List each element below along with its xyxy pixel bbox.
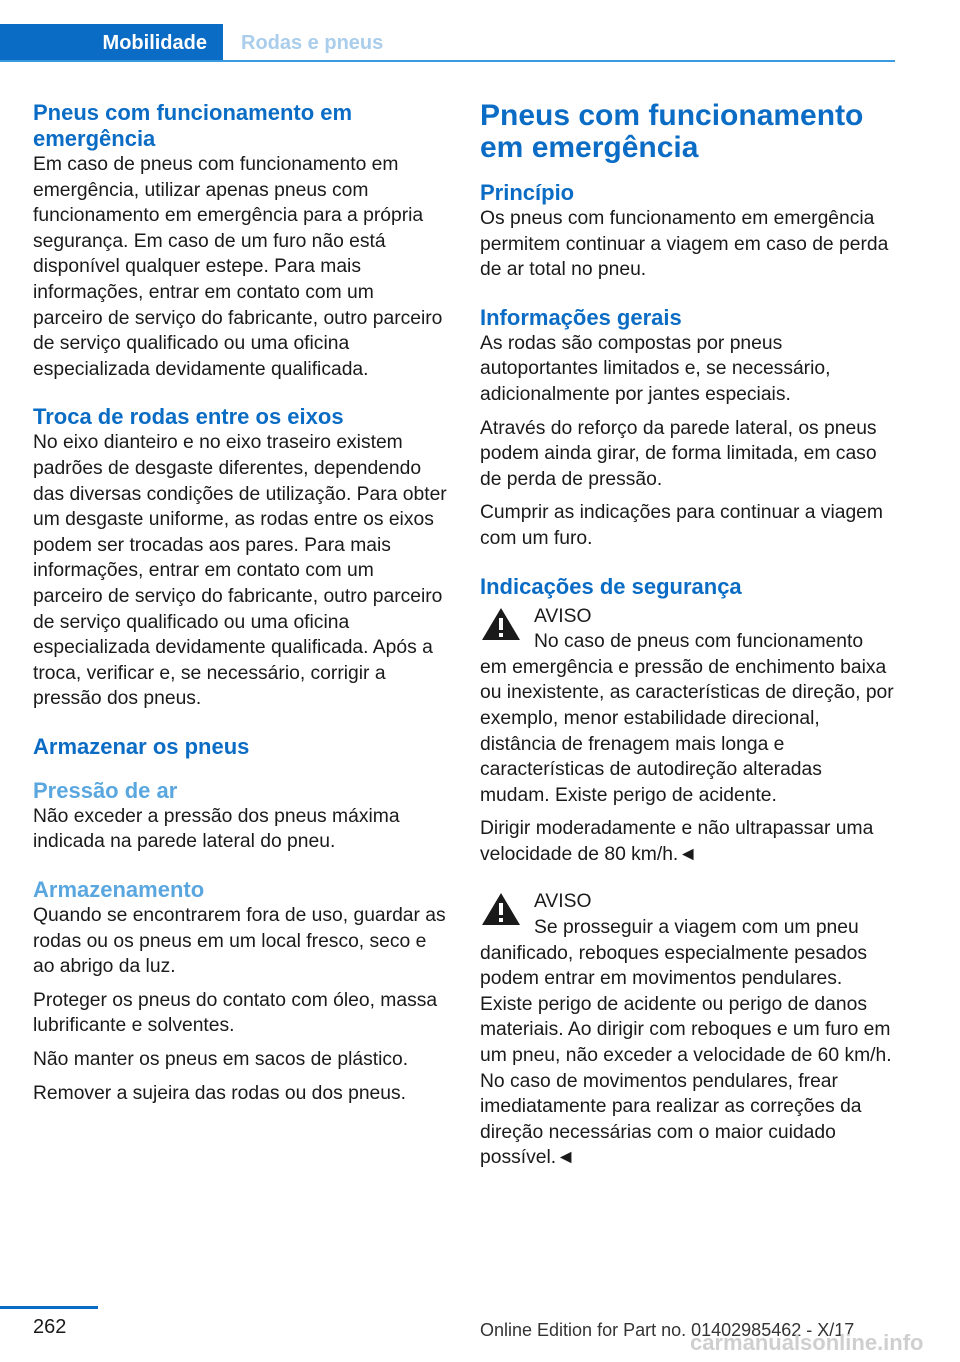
heading-informacoes-gerais: Informações gerais: [480, 304, 682, 330]
warning-title: AVISO: [534, 891, 592, 913]
paragraph: Remover a sujeira das rodas ou dos pneus.: [33, 1082, 406, 1104]
heading-principio: Princípio: [480, 180, 575, 205]
heading-troca-de-rodas: Troca de rodas entre os eixos: [33, 404, 344, 430]
paragraph: As rodas são compostas por pneus autoportantes limitados e, se necessário, adicionalmente por jantes especiais.: [480, 332, 831, 405]
warning-text: No caso de pneus com funcionamento: [534, 631, 864, 653]
paragraph: Dirigir moderadamente e não ultrapassar uma velocidade de 80 km/h.◄: [480, 818, 874, 865]
warning-icon: [480, 606, 522, 642]
warning-icon: [480, 891, 522, 927]
heading-armazenar-pneus: Armazenar os pneus: [33, 733, 250, 759]
paragraph: Não manter os pneus em sacos de plástico.: [33, 1049, 409, 1071]
warning-block: [480, 889, 895, 940]
subheading-armazenamento: Armazenamento: [33, 877, 205, 903]
paragraph: Não exceder a pressão dos pneus máxima indicada na parede lateral do pneu.: [33, 805, 400, 853]
right-column: [480, 100, 895, 1179]
warning-text-cont: em emergência e pressão de enchimento baixa ou inexistente, as características de direção, por exemplo, menor estabilidade direcional, distância de frenagem mais longa e características de autodireção alteradas mudam. Existe perigo de acidente.: [480, 656, 894, 806]
watermark: carmanualsonline.info: [690, 1330, 924, 1355]
edition-footer: Online Edition for Part no. 01402985462 - X/17: [480, 1320, 855, 1340]
page-number: 262: [33, 1316, 67, 1338]
paragraph: Os pneus com funcionamento em emergência permitem continuar a viagem em caso de perda de ar total no pneu.: [480, 208, 889, 281]
warning-block: [480, 604, 895, 655]
subheading-pressao-de-ar: Pressão de ar: [33, 777, 178, 803]
warning-title: AVISO: [534, 605, 592, 627]
page-number-rule: [0, 1306, 98, 1309]
warning-text-cont: danificado, reboques especialmente pesados podem entrar em movimentos pendulares. Existe perigo de acidente ou perigo de danos materiais. Ao dirigir com reboques e um furo em um pneu, não exceder a velocidade de 60 km/h. No caso de movimentos pendulares, frear imediatamente para realizar as correções da direção necessárias com o maior cuidado possível.◄: [480, 942, 892, 1169]
paragraph: Proteger os pneus do contato com óleo, massa lubrificante e solventes.: [33, 989, 438, 1037]
header-divider: [0, 60, 895, 62]
paragraph: No eixo dianteiro e no eixo traseiro existem padrões de desgaste diferentes, dependendo das diversas condições de utilização. Para obter um desgaste uniforme, as rodas entre os eixos podem ser trocadas aos pares. Para mais informações, entrar em contato com um parceiro de serviço do fabricante, outro parceiro de serviço qualificado ou uma oficina especializada devidamente qualificada. Após a troca, verificar e, se necessário, corrigir a pressão dos pneus.: [33, 432, 447, 710]
paragraph: Cumprir as indicações para continuar a viagem com um furo.: [480, 502, 883, 549]
heading-indicacoes-seguranca: Indicações de segurança: [480, 573, 742, 599]
tab-mobilidade[interactable]: Mobilidade: [0, 24, 223, 62]
warning-text: Se prosseguir a viagem com um pneu: [534, 917, 859, 939]
left-column: [33, 100, 448, 1114]
paragraph: Em caso de pneus com funcionamento em emergência, utilizar apenas pneus com funcionamento em emergência para a própria segurança. Em caso de um furo não está disponível qualquer estepe. Para mais informações, entrar em contato com um parceiro de serviço do fabricante, outro parceiro de serviço qualificado ou uma oficina especializada devidamente qualificada.: [33, 154, 443, 380]
heading-pneus-emergencia: Pneus com funcionamento em emergência: [33, 100, 353, 151]
paragraph: Através do reforço da parede lateral, os pneus podem ainda girar, de forma limitada, em caso de perda de pressão.: [480, 417, 877, 490]
paragraph: Quando se encontrarem fora de uso, guardar as rodas ou os pneus em um local fresco, seco e ao abrigo da luz.: [33, 905, 446, 978]
tab-rodas-e-pneus[interactable]: Rodas e pneus: [241, 31, 384, 54]
section-title: Pneus com funcionamento em emergência: [480, 99, 864, 164]
